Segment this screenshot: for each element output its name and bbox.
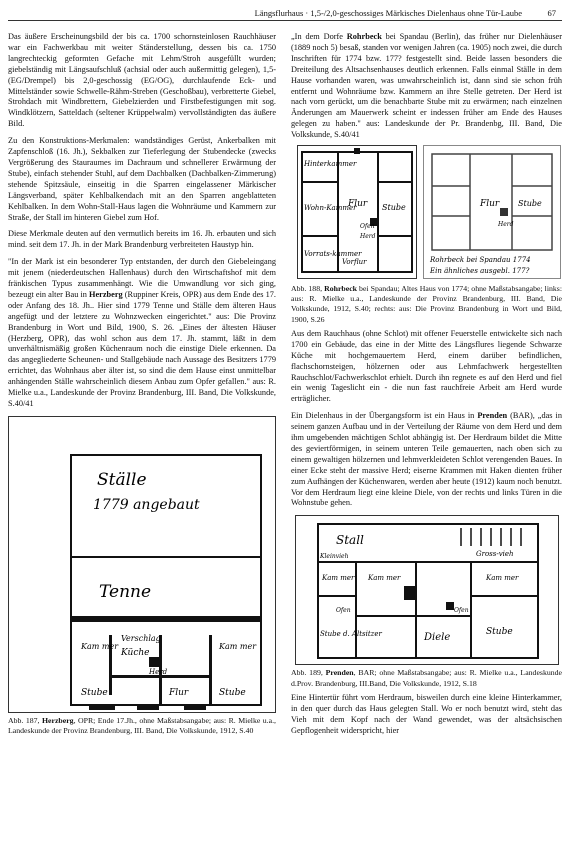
label-stall: Stall (336, 533, 364, 548)
label-ofen-1: Ofen (336, 607, 351, 615)
label-grossvieh: Gross-vieh (476, 550, 514, 559)
paragraph-exterior: Das äußere Erscheinungsbild der bis ca. 1700 schornsteinlosen Rauchhäuser war ein Fachwerkbau mit weiter Ständerstellung, dessen bis ca. 1750 langrechteckig geformten Gefache mit Lehm/Stroh ausgefüllt wurden; giebelständig mit Längsaufschluß (achsial oder auch außermittig gelegen), 1,5- (EG/Drempel) bis 2,0-geschossig (EG/OG), durchlaufende Eck- und Mittelständer sowie Schwelle-Rähm-Streben (Geschoßbau), verbretterte Giebel, Strohdach mit Windbrettern, Giebelzierden und Firstbefestigungen mit sog. Windklötzern, Satteldach (seltener Krüppelwalm) vervollständigten das äußere Bild. (8, 32, 276, 129)
label-verschlag: Verschlag (121, 633, 161, 643)
label-kleinvieh: Kleinvieh (320, 553, 349, 561)
label-herd: Herd (360, 233, 376, 241)
label-herd-alt: Herd (498, 221, 514, 229)
figure-189-floorplan (295, 515, 559, 665)
paragraph-herzberg-quote: "In der Mark ist ein besonderer Typ entstanden, der durch den Giebeleingang mit jenem (niederdeutschen Hallenhaus) durch den Wirtschaftshof mit dem fränkischen Typus zusammenhängt. Wie die Umwandlung vor sich ging, bezeugt ein alter Bau in Herzberg (Ruppiner Kreis, OPR) aus dem Ende des 17. oder Anfang des 18. Jh.. Hier sind 1779 Tenne und Ställe dem älteren Haus angefügt und der letztere zu Wohnzwecken eingerichtet." aus: Die Provinz Brandenburg in Wort und Bild, 1900, S. 26. „Eines der ältesten Häuser (Herzberg, OPR), das wohl schon aus dem 17. Jh. stammt, läßt in dem unverhältnismäßig großen Küchenraum noch die einstige Diele erkennen. Da das angegliederte Scheunen- und Stallgebäude nach Aussage des Besitzers 1779 errichtet, das Wohnhaus aber älter ist, so sind die dem Hause einst unmittelbar anhängenden Ställe wahrscheinlich diesem Anbau zum Opfer gefallen." aus: R. Mielke u.a., Landeskunde der Provinz Brandenburg, III. Band, Die Volkskunde, S.40/41 (8, 257, 276, 408)
label-herd: Herd (149, 667, 168, 676)
label-kammer-2: Kam mer (368, 574, 401, 583)
label-flur: Flur (169, 687, 189, 698)
paragraph-hintertuer: Eine Hintertür führt vom Herdraum, bisweilen durch eine kleine Hinterkammer, in den quer durch das Haus gelegten Stall. Wo er noch benutzt wird, steht das Vieh mit dem Kopf nach der Wand gewendet, was der altsächsischen Gepflogenheit widerspricht, hier (291, 692, 562, 735)
label-stube-right: Stube (486, 627, 513, 638)
label-kammer-left: Kam mer (81, 641, 119, 651)
label-angebaut: 1779 angebaut (93, 496, 200, 513)
place-prenden: Prenden (477, 411, 508, 421)
page-number: 67 (547, 8, 556, 18)
prenden-plan-sketch (296, 516, 558, 664)
label-wohnkammer: Wohn-Kammer (304, 204, 357, 213)
paragraph-schwarze-kueche: Aus dem Rauchhaus (ohne Schlot) mit offener Feuerstelle entwickelte sich nach 1700 ein Gebäude, das eine in der Mitte des Längsflures liegende Schwarze Küche mit hochgemauertem Herd, einem darüber befindlichen, flachschornsteigen, hölzernen oder aus Lehmfachwerk hergestellten Rauchschlot/Fachwerkschlot erhielt. Durch ihn regnete es auf den Herd und fiel ein wenig Tageslicht ein - die nun fast rauchfreie Arbeit am Herd wurde erträglicher. (291, 328, 562, 404)
label-flur-alt: Flur (480, 199, 500, 210)
paragraph-dating: Diese Merkmale deuten auf den vermutlich bereits im 16. Jh. erbauten und sich mind. seit dem 17. Jh. in der Mark Brandenburg verbreiteten Haustyp hin. (8, 229, 276, 250)
inscription-rohrbeck: Rohrbeck bei Spandau 1774 (430, 256, 531, 265)
label-diele: Diele (424, 632, 451, 644)
header-title: Längsflurhaus · 1,5-/2,0-geschossiges Märkisches Dielenhaus ohne Tür-Laube (254, 8, 522, 18)
paragraph-prenden: Ein Dielenhaus in der Übergangsform ist ein Haus in Prenden (BAR), „das in seinem ganzen Aufbau und in der Verteilung der Räume von dem Herd und dem ihm umgebenden mächtigen Schlot abhängig ist. Der Herdraum bildet die Mitte des geviertförmigen, in seinem unteren Teile gemauerten, nach oben sich zu einem gewaltigen hölzernen und lehmverkleideten Schlot verengenden Baues. In einer Ecke steht der massive Herd; eiserne Krammen mit Haken dienten früher zum Aufhängen der Küchenwaren, werden aber heute (1912) kaum noch benutzt. Vor dem Herdraum liegt eine kleine Diele, von der rechts und links Türen in die Wohnstube gehen. (291, 411, 562, 508)
label-hinterkammer: Hinterkammer (304, 160, 357, 169)
label-stube-right: Stube (219, 687, 246, 698)
label-stube: Stube (382, 203, 406, 213)
left-column (8, 32, 276, 736)
inscription-similar: Ein ähnliches ausgebl. 177? (430, 267, 530, 276)
herzberg-plan-sketch (9, 417, 275, 712)
label-kuche: Küche (121, 647, 150, 658)
right-column (291, 32, 562, 742)
figure-188-right-plan (423, 145, 561, 279)
figure-187-floorplan (8, 416, 276, 713)
paragraph-rohrbeck-quote: „In dem Dorfe Rohrbeck bei Spandau (Berlin), das früher nur Dielenhäuser (1889 noch 5) besaß, standen vor wenigen Jahren (ca. 1905) noch zwei, die durch Inschriften für 1774 bzw. 177? festgestellt sind. Beide lassen besonders die Dreiteilung des Altsachsenhauses deutlich erkennen. Falls einmal Ställe in dem Hause vorhanden waren, was unwahrscheinlich ist, dann sind sie schon früh entfernt und Wohnräume bzw. Kammern an ihre Stelle getreten. Der Herd ist nach vorn gerückt, um die benachbarte Stube mit zu erwärmen; nach einzelnen Änderungen am Mauerwerk scheint er indessen früher am Ende des Hauses gelegen zu haben." aus: Landeskunde der Pr. Brandenbg, III. Band, Die Volkskunde, S.40/41 (291, 32, 562, 140)
label-kammer-1: Kam mer (322, 574, 355, 583)
label-stube-altsitzer: Stube d. Altsitzer (320, 630, 382, 639)
rohrbeck-plan-sketch (298, 146, 416, 278)
place-rohrbeck: Rohrbeck (346, 32, 382, 41)
label-flur: Flur (348, 199, 368, 210)
running-header (8, 6, 562, 21)
caption-188: Abb. 188, Rohrbeck bei Spandau; Altes Haus von 1774; ohne Maßstabsangabe; links: aus: R. Mielke u.a., Landeskunde der Provinz Brandenburg, III. Band, Die Volkskunde, 1912, S.40; rechts: aus: Die Provinz Brandenburg in Wort und Bild, 1900, S.26 (291, 284, 562, 324)
label-tenne: Tenne (99, 581, 152, 602)
caption-189: Abb. 189, Prenden, BAR; ohne Maßstabsangabe; aus: R. Mielke u.a., Landeskunde d.Prov. Brandenburg, III.Band, Die Volkskunde, 1912, S.18 (291, 668, 562, 688)
label-vorratskammer: Vorrats-kammer (304, 250, 362, 259)
label-ofen-2: Ofen (454, 607, 469, 615)
label-kammer-3: Kam mer (486, 574, 519, 583)
caption-187: Abb. 187, Herzberg, OPR; Ende 17.Jh., ohne Maßstabsangabe; aus: R. Mielke u.a., Landeskunde der Provinz Brandenburg, III. Band, Die Volkskunde, 1912, S.40 (8, 715, 276, 736)
label-kammer-right: Kam mer (219, 641, 257, 651)
label-ofen: Ofen (360, 223, 375, 231)
label-vorflur: Vorflur (342, 258, 367, 267)
place-herzberg: Herzberg (89, 289, 123, 299)
paragraph-construction: Zu den Konstruktions-Merkmalen: wandständiges Gerüst, Ankerbalken mit Zapfenschloß (16. Jh.), Sekbalken zur Tieferlegung der Stubendecke (zwecks Vergrößerung des Stauraumes im Dachraum und schnellerer Erwärmung der Stube), einfach stehender Stuhl, auf dem Dachbalken (Dachbalken-Zimmerung) stehende Spitzsäule, einseitig in die Sparren eingelassener Märkischer Längsverband, später Kehlbalkendach mit an den Sparren angeblatteten Kehlbalken. In dem Wohn-Stall-Haus lagen die Wohnräume und Kammern zur Straße, der Stall im hinteren Giebel zum Hof. (8, 136, 276, 222)
label-stube-alt: Stube (518, 199, 542, 209)
figure-188-left-plan (297, 145, 417, 279)
rohrbeck-alt-plan-sketch (424, 146, 560, 278)
label-stalle: Ställe (97, 469, 147, 490)
label-stube-left: Stube (81, 687, 108, 698)
figure-188-pair (291, 145, 562, 281)
